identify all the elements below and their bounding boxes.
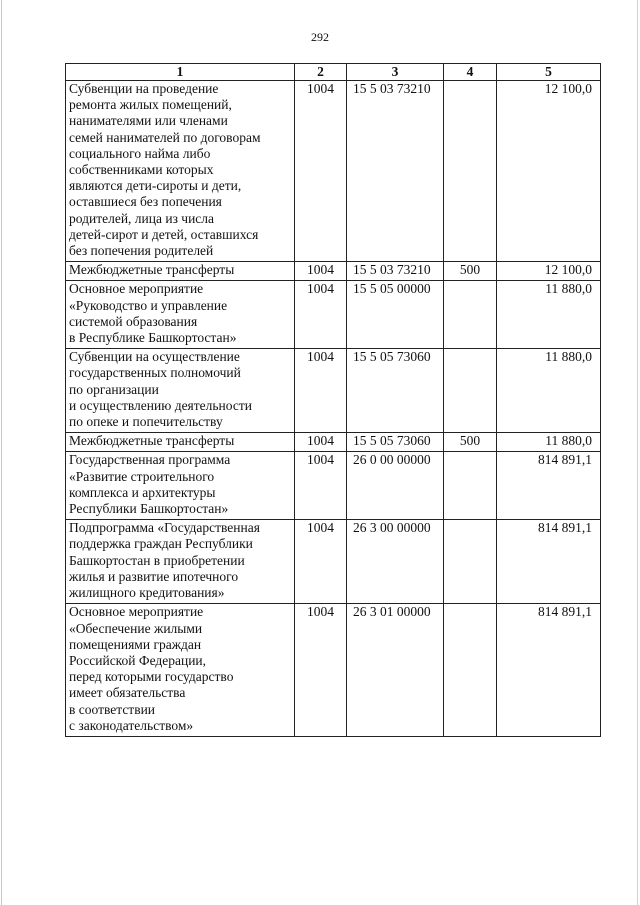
row-section: 1004 <box>295 81 347 262</box>
table-row <box>66 604 601 737</box>
column-header-4: 4 <box>444 64 497 81</box>
table-row <box>66 433 601 452</box>
row-name: Подпрограмма «Государственная поддержка граждан Республики Башкортостан в приобретении жилья и развитие ипотечного жилищного кредитования» <box>66 520 295 604</box>
row-type: 500 <box>444 262 497 281</box>
row-code: 15 5 03 73210 <box>347 262 444 281</box>
row-section: 1004 <box>295 433 347 452</box>
row-code: 15 5 05 73060 <box>347 433 444 452</box>
row-type <box>444 81 497 262</box>
row-code: 15 5 05 73060 <box>347 349 444 433</box>
table-row <box>66 452 601 520</box>
row-code: 15 5 05 00000 <box>347 281 444 349</box>
row-name: Межбюджетные трансферты <box>66 433 295 452</box>
row-sum: 814 891,1 <box>497 452 601 520</box>
row-code: 15 5 03 73210 <box>347 81 444 262</box>
budget-table <box>65 63 601 737</box>
row-type <box>444 604 497 737</box>
row-code: 26 0 00 00000 <box>347 452 444 520</box>
table-row <box>66 262 601 281</box>
row-name: Основное мероприятие «Обеспечение жилыми помещениями граждан Российской Федерации, перед которыми государство имеет обязательства в соответствии с законодательством» <box>66 604 295 737</box>
row-sum: 11 880,0 <box>497 433 601 452</box>
row-name: Государственная программа «Развитие строительного комплекса и архитектуры Республики Башкортостан» <box>66 452 295 520</box>
row-type <box>444 281 497 349</box>
column-header-2: 2 <box>295 64 347 81</box>
row-sum: 11 880,0 <box>497 349 601 433</box>
row-type: 500 <box>444 433 497 452</box>
row-type <box>444 349 497 433</box>
row-type <box>444 452 497 520</box>
column-header-5: 5 <box>497 64 601 81</box>
table-row <box>66 349 601 433</box>
row-section: 1004 <box>295 262 347 281</box>
row-code: 26 3 01 00000 <box>347 604 444 737</box>
scan-edge-right <box>637 0 638 905</box>
table-row <box>66 81 601 262</box>
row-name: Субвенции на осуществление государственных полномочий по организации и осуществлению деятельности по опеке и попечительству <box>66 349 295 433</box>
row-sum: 11 880,0 <box>497 281 601 349</box>
table-header <box>66 64 601 81</box>
table-row <box>66 281 601 349</box>
column-header-1: 1 <box>66 64 295 81</box>
table-body <box>66 81 601 737</box>
row-sum: 12 100,0 <box>497 81 601 262</box>
row-name: Субвенции на проведение ремонта жилых помещений, нанимателями или членами семей нанимателей по договорам социального найма либо собственниками которых являются дети-сироты и дети, оставшиеся без попечения родителей, лица из числа детей-сирот и детей, оставшихся без попечения родителей <box>66 81 295 262</box>
row-section: 1004 <box>295 604 347 737</box>
row-code: 26 3 00 00000 <box>347 520 444 604</box>
row-sum: 12 100,0 <box>497 262 601 281</box>
row-sum: 814 891,1 <box>497 604 601 737</box>
row-name: Межбюджетные трансферты <box>66 262 295 281</box>
row-section: 1004 <box>295 452 347 520</box>
row-name: Основное мероприятие «Руководство и управление системой образования в Республике Башкортостан» <box>66 281 295 349</box>
table-row <box>66 520 601 604</box>
header-row <box>66 64 601 81</box>
row-sum: 814 891,1 <box>497 520 601 604</box>
row-section: 1004 <box>295 281 347 349</box>
scan-edge-left <box>1 0 2 905</box>
row-section: 1004 <box>295 349 347 433</box>
row-section: 1004 <box>295 520 347 604</box>
row-type <box>444 520 497 604</box>
page-number: 292 <box>311 30 329 44</box>
column-header-3: 3 <box>347 64 444 81</box>
